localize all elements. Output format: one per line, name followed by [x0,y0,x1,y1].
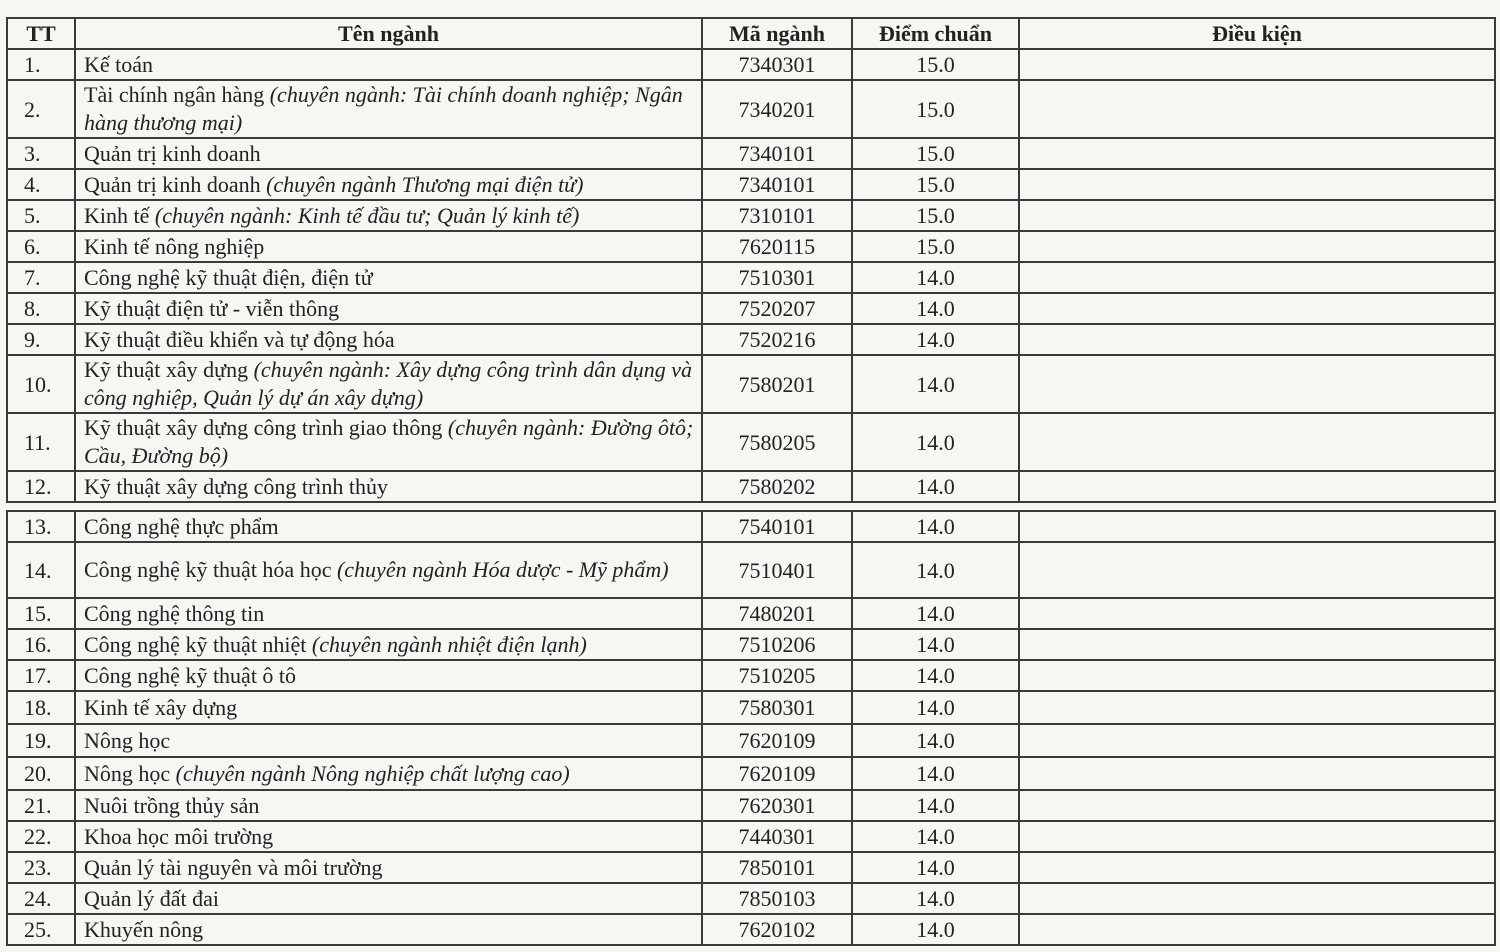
table-row [7,49,1495,80]
major-code: 7620102 [702,914,852,945]
row-number: 5. [7,200,75,231]
table-row [7,883,1495,914]
condition [1019,542,1495,598]
condition [1019,413,1495,471]
table-row [7,200,1495,231]
major-name-cell [75,883,702,914]
condition [1019,852,1495,883]
table-row [7,169,1495,200]
major-name: Nuôi trồng thủy sản [84,793,260,818]
major-name-cell [75,511,702,542]
row-number: 19. [7,724,75,757]
condition [1019,293,1495,324]
major-name: Kỹ thuật xây dựng công trình thủy [84,474,388,499]
table-row [7,821,1495,852]
table-row [7,660,1495,691]
major-name: Quản trị kinh doanh [84,172,261,197]
table-row [7,262,1495,293]
header-cutoff-score: Điểm chuẩn [852,18,1019,49]
major-name-cell [75,914,702,945]
major-code: 7850103 [702,883,852,914]
table-row [7,471,1495,502]
major-name-cell [75,821,702,852]
major-specialization: (chuyên ngành: Xây dựng công trình dân dụng và công nghiệp, Quản lý dự án xây dựng) [84,357,693,410]
condition [1019,914,1495,945]
major-name: Tài chính ngân hàng [84,82,265,107]
major-name-cell [75,138,702,169]
major-code: 7510206 [702,629,852,660]
condition [1019,724,1495,757]
major-name-cell [75,852,702,883]
major-name: Công nghệ thực phẩm [84,514,279,539]
major-name-cell [75,691,702,724]
major-name-cell [75,471,702,502]
table-row [7,724,1495,757]
major-name-cell [75,355,702,413]
major-code: 7340101 [702,169,852,200]
major-code: 7340201 [702,80,852,138]
major-code: 7620109 [702,724,852,757]
row-number: 3. [7,138,75,169]
major-name-cell [75,200,702,231]
major-name-cell [75,231,702,262]
major-code: 7340301 [702,49,852,80]
table-body-part2 [7,511,1495,945]
major-name: Công nghệ kỹ thuật ô tô [84,663,297,688]
condition [1019,598,1495,629]
major-name: Kinh tế xây dựng [84,695,238,720]
table-row [7,231,1495,262]
major-name-cell [75,169,702,200]
major-code: 7510401 [702,542,852,598]
cutoff-score: 14.0 [852,914,1019,945]
row-number: 23. [7,852,75,883]
major-name: Công nghệ kỹ thuật hóa học [84,557,332,582]
major-name: Kỹ thuật điện tử - viễn thông [84,296,340,321]
row-number: 6. [7,231,75,262]
major-code: 7580202 [702,471,852,502]
row-number: 11. [7,413,75,471]
row-number: 9. [7,324,75,355]
major-name-cell [75,598,702,629]
table-row [7,852,1495,883]
major-specialization: (chuyên ngành Nông nghiệp chất lượng cao) [175,761,570,786]
condition [1019,169,1495,200]
condition [1019,49,1495,80]
major-code: 7520207 [702,293,852,324]
major-name: Công nghệ kỹ thuật nhiệt [84,632,307,657]
cutoff-score: 15.0 [852,80,1019,138]
table-row [7,691,1495,724]
cutoff-score: 15.0 [852,231,1019,262]
row-number: 16. [7,629,75,660]
row-number: 8. [7,293,75,324]
table-row [7,324,1495,355]
major-name: Kinh tế [84,203,150,228]
major-name-cell [75,629,702,660]
major-name-cell [75,790,702,821]
cutoff-score: 14.0 [852,413,1019,471]
major-name-cell [75,262,702,293]
major-specialization: (chuyên ngành: Kinh tế đầu tư; Quản lý kinh tế) [154,203,580,228]
major-code: 7620115 [702,231,852,262]
table-row [7,542,1495,598]
table-row [7,598,1495,629]
row-number: 2. [7,80,75,138]
major-name: Quản trị kinh doanh [84,141,261,166]
major-name-cell [75,80,702,138]
header-condition: Điều kiện [1019,18,1495,49]
major-name-cell [75,660,702,691]
row-number: 21. [7,790,75,821]
cutoff-score: 14.0 [852,324,1019,355]
cutoff-score: 14.0 [852,724,1019,757]
row-number: 17. [7,660,75,691]
cutoff-score: 15.0 [852,200,1019,231]
condition [1019,660,1495,691]
table-body-part1 [7,49,1495,502]
major-code: 7580201 [702,355,852,413]
major-code: 7580205 [702,413,852,471]
major-name: Khoa học môi trường [84,824,274,849]
condition [1019,629,1495,660]
cutoff-score: 14.0 [852,511,1019,542]
row-number: 4. [7,169,75,200]
major-code: 7620301 [702,790,852,821]
major-code: 7850101 [702,852,852,883]
cutoff-score: 14.0 [852,790,1019,821]
major-name: Nông học [84,728,171,753]
major-code: 7510205 [702,660,852,691]
major-name-cell [75,757,702,790]
cutoff-score: 14.0 [852,471,1019,502]
cutoff-score: 14.0 [852,821,1019,852]
cutoff-score: 14.0 [852,542,1019,598]
major-name-cell [75,724,702,757]
row-number: 14. [7,542,75,598]
major-code: 7480201 [702,598,852,629]
cutoff-score: 14.0 [852,262,1019,293]
table-row [7,629,1495,660]
cutoff-score: 14.0 [852,629,1019,660]
row-number: 12. [7,471,75,502]
major-name: Công nghệ kỹ thuật điện, điện tử [84,265,373,290]
major-name-cell [75,293,702,324]
major-specialization: (chuyên ngành Hóa dược - Mỹ phẩm) [336,557,669,582]
condition [1019,790,1495,821]
major-name: Nông học [84,761,171,786]
major-code: 7520216 [702,324,852,355]
major-specialization: (chuyên ngành: Tài chính doanh nghiệp; Ngân hàng thương mại) [84,82,683,135]
major-name: Kỹ thuật điều khiển và tự động hóa [84,327,395,352]
cutoff-score: 14.0 [852,293,1019,324]
row-number: 24. [7,883,75,914]
row-number: 13. [7,511,75,542]
table-row [7,757,1495,790]
row-number: 1. [7,49,75,80]
major-name: Công nghệ thông tin [84,601,265,626]
condition [1019,511,1495,542]
row-number: 10. [7,355,75,413]
major-specialization: (chuyên ngành: Đường ôtô; Cầu, Đường bộ) [84,415,694,468]
condition [1019,355,1495,413]
cutoff-score: 14.0 [852,660,1019,691]
header-tt: TT [7,18,75,49]
header-major-name: Tên ngành [75,18,702,49]
table-row [7,138,1495,169]
major-name: Kỹ thuật xây dựng công trình giao thông [84,415,443,440]
cutoff-score: 14.0 [852,355,1019,413]
table-header-row [7,18,1495,49]
condition [1019,200,1495,231]
major-specialization: (chuyên ngành nhiệt điện lạnh) [311,632,587,657]
major-code: 7540101 [702,511,852,542]
major-name: Kế toán [84,52,154,77]
major-name: Kinh tế nông nghiệp [84,234,265,259]
major-name: Quản lý tài nguyên và môi trường [84,855,383,880]
scores-table-part1 [6,17,1496,503]
major-code: 7620109 [702,757,852,790]
row-number: 18. [7,691,75,724]
row-number: 15. [7,598,75,629]
condition [1019,262,1495,293]
table-row [7,355,1495,413]
cutoff-score: 15.0 [852,49,1019,80]
table-row [7,80,1495,138]
major-code: 7440301 [702,821,852,852]
major-name: Kỹ thuật xây dựng [84,357,249,382]
condition [1019,471,1495,502]
cutoff-score: 15.0 [852,169,1019,200]
major-name-cell [75,413,702,471]
major-name: Khuyến nông [84,917,204,942]
condition [1019,821,1495,852]
row-number: 25. [7,914,75,945]
major-code: 7340101 [702,138,852,169]
cutoff-score: 14.0 [852,598,1019,629]
major-name-cell [75,324,702,355]
table-row [7,914,1495,945]
major-code: 7310101 [702,200,852,231]
table-row [7,413,1495,471]
major-name: Quản lý đất đai [84,886,220,911]
major-code: 7510301 [702,262,852,293]
major-name-cell [75,542,702,598]
major-name-cell [75,49,702,80]
cutoff-score: 14.0 [852,883,1019,914]
row-number: 22. [7,821,75,852]
scores-table-part2 [6,510,1496,946]
table-row [7,790,1495,821]
condition [1019,231,1495,262]
cutoff-score: 14.0 [852,691,1019,724]
major-specialization: (chuyên ngành Thương mại điện tử) [266,172,584,197]
row-number: 20. [7,757,75,790]
condition [1019,883,1495,914]
cutoff-score: 14.0 [852,852,1019,883]
cutoff-score: 15.0 [852,138,1019,169]
condition [1019,80,1495,138]
condition [1019,324,1495,355]
condition [1019,138,1495,169]
header-major-code: Mã ngành [702,18,852,49]
condition [1019,691,1495,724]
table-row [7,511,1495,542]
condition [1019,757,1495,790]
table-row [7,293,1495,324]
cutoff-score: 14.0 [852,757,1019,790]
row-number: 7. [7,262,75,293]
major-code: 7580301 [702,691,852,724]
